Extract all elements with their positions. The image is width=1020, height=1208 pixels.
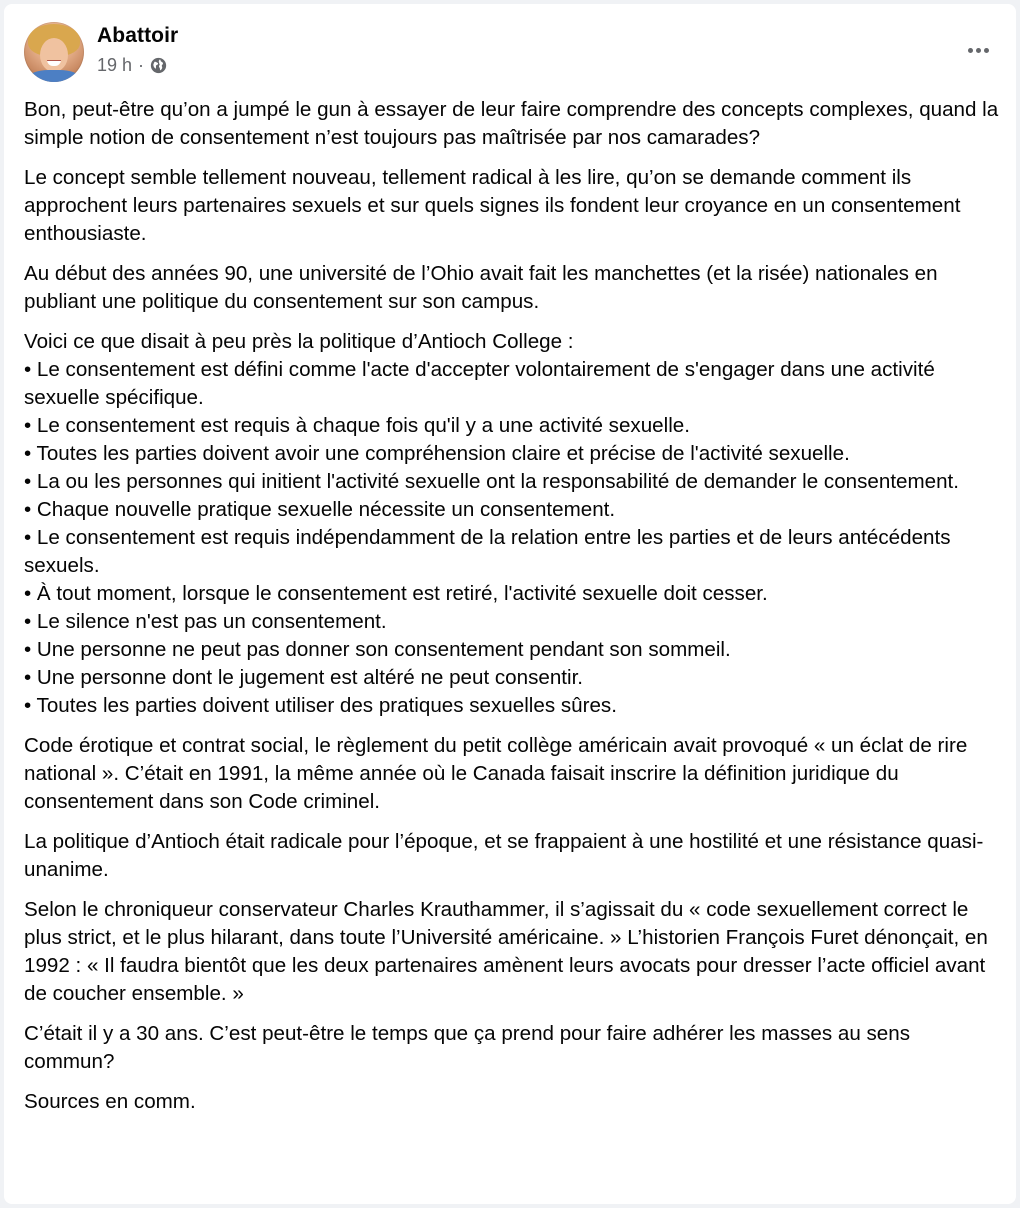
policy-item: • La ou les personnes qui initient l'activité sexuelle ont la responsabilité de demander le consentement. xyxy=(24,470,959,493)
paragraph-5: Code érotique et contrat social, le règlement du petit collège américain avait provoqué « un éclat de rire national ». C’était en 1991, la même année où le Canada faisait inscrire la définition juridique du consentement dans son Code criminel. xyxy=(24,734,968,813)
paragraph-2: Le concept semble tellement nouveau, tellement radical à les lire, qu’on se demande comment ils approchent leurs partenaires sexuels et sur quels signes ils fondent leur croyance en un consentement enthousiaste. xyxy=(24,166,961,245)
author-avatar[interactable] xyxy=(24,22,84,82)
policy-item: • Le consentement est défini comme l'acte d'accepter volontairement de s'engager dans une activité sexuelle spécifique. xyxy=(24,358,935,409)
paragraph-9: Sources en comm. xyxy=(24,1090,196,1113)
paragraph-3: Au début des années 90, une université de l’Ohio avait fait les manchettes (et la risée) nationales en publiant une politique du consentement sur son campus. xyxy=(24,262,938,313)
policy-item: • Toutes les parties doivent avoir une compréhension claire et précise de l'activité sexuelle. xyxy=(24,442,850,465)
policy-item: • Une personne ne peut pas donner son consentement pendant son sommeil. xyxy=(24,638,731,661)
paragraph-1: Bon, peut-être qu’on a jumpé le gun à essayer de leur faire comprendre des concepts complexes, quand la simple notion de consentement n’est toujours pas maîtrisée par nos camarades? xyxy=(24,98,999,149)
post-time[interactable]: 19 h xyxy=(97,55,133,75)
paragraph-7: Selon le chroniqueur conservateur Charles Krauthammer, il s’agissait du « code sexuellement correct le plus strict, et le plus hilarant, dans toute l’Université américaine. » L’historien François Furet dénonçait, en 1992 : « Il faudra bientôt que les deux partenaires amènent leurs avocats pour dresser l’acte officiel avant de coucher ensemble. » xyxy=(24,898,988,1005)
paragraph-6: La politique d’Antioch était radicale pour l’époque, et se frappaient à une hostilité et une résistance quasi-unanime. xyxy=(24,830,984,881)
post-header xyxy=(24,22,996,84)
post-meta xyxy=(97,55,167,76)
author-name[interactable]: Abattoir xyxy=(97,24,179,47)
globe-icon[interactable] xyxy=(150,57,167,74)
policy-item: • Le consentement est requis à chaque fois qu'il y a une activité sexuelle. xyxy=(24,414,690,437)
more-options-icon[interactable] xyxy=(960,32,996,68)
post-card xyxy=(4,4,1016,1204)
policy-list xyxy=(24,328,999,720)
policy-item: • Chaque nouvelle pratique sexuelle nécessite un consentement. xyxy=(24,498,616,521)
policy-item: • À tout moment, lorsque le consentement est retiré, l'activité sexuelle doit cesser. xyxy=(24,582,768,605)
meta-separator: · xyxy=(138,55,145,75)
policy-intro: Voici ce que disait à peu près la politique d’Antioch College : xyxy=(24,330,574,353)
post-body xyxy=(24,96,999,1128)
paragraph-8: C’était il y a 30 ans. C’est peut-être le temps que ça prend pour faire adhérer les masses au sens commun? xyxy=(24,1022,910,1073)
policy-item: • Une personne dont le jugement est altéré ne peut consentir. xyxy=(24,666,584,689)
policy-item: • Toutes les parties doivent utiliser des pratiques sexuelles sûres. xyxy=(24,694,617,717)
policy-item: • Le consentement est requis indépendamment de la relation entre les parties et de leurs antécédents sexuels. xyxy=(24,526,951,577)
policy-item: • Le silence n'est pas un consentement. xyxy=(24,610,387,633)
